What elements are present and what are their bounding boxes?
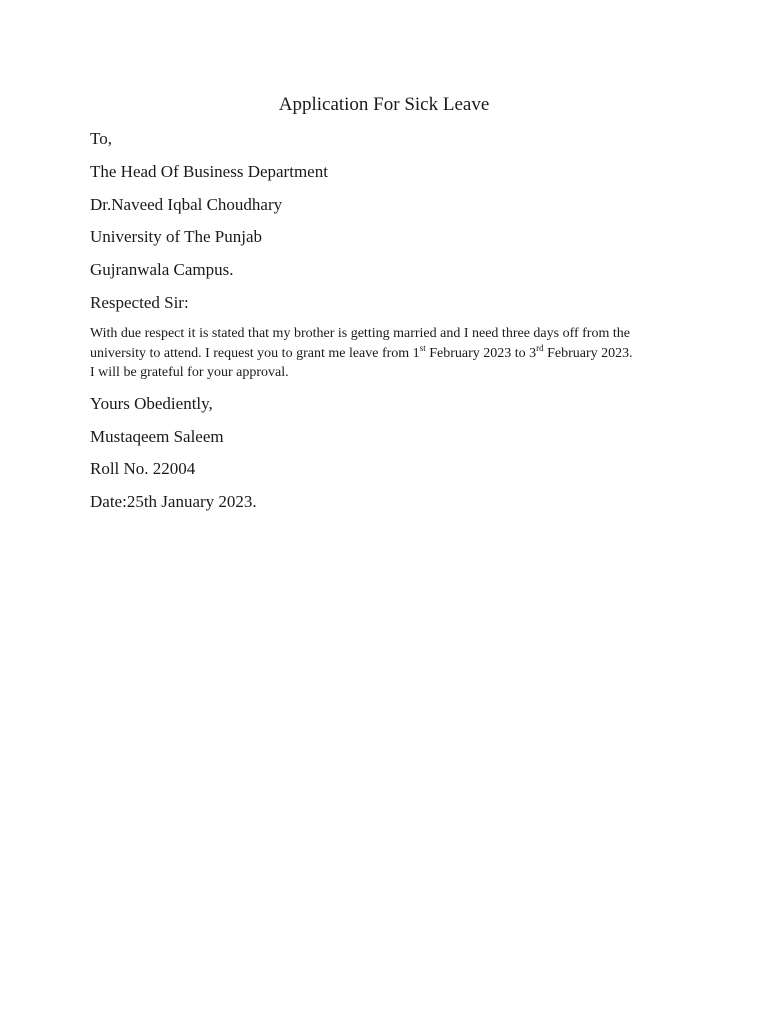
ordinal-suffix-rd: rd [536, 342, 544, 353]
greeting: Respected Sir: [90, 293, 189, 312]
recipient-institution: University of The Punjab [90, 227, 263, 246]
recipient-name: Dr.Naveed Iqbal Choudhary [90, 195, 283, 214]
document-title: Application For Sick Leave [278, 94, 490, 115]
ordinal-suffix-st: st [419, 342, 426, 353]
body-line-3: I will be grateful for your approval. [90, 365, 289, 380]
closing: Yours Obediently, [90, 394, 213, 413]
date-line: Date:25th January 2023. [90, 492, 257, 511]
body-line-2-part-c: February 2023. [543, 345, 633, 361]
salutation-to: To, [90, 129, 112, 148]
body-line-1: With due respect it is stated that my brother is getting married and I need three days off from the [90, 326, 630, 341]
sender-name: Mustaqeem Saleem [90, 427, 224, 446]
body-line-2-part-b: February 2023 to 3 [425, 345, 537, 361]
recipient-title: The Head Of Business Department [90, 162, 328, 181]
recipient-campus: Gujranwala Campus. [90, 260, 234, 279]
body-paragraph [90, 324, 690, 383]
roll-number: Roll No. 22004 [90, 459, 196, 478]
body-line-2-part-a: university to attend. I request you to grant me leave from 1 [90, 345, 420, 361]
body-line-2 [90, 344, 690, 364]
